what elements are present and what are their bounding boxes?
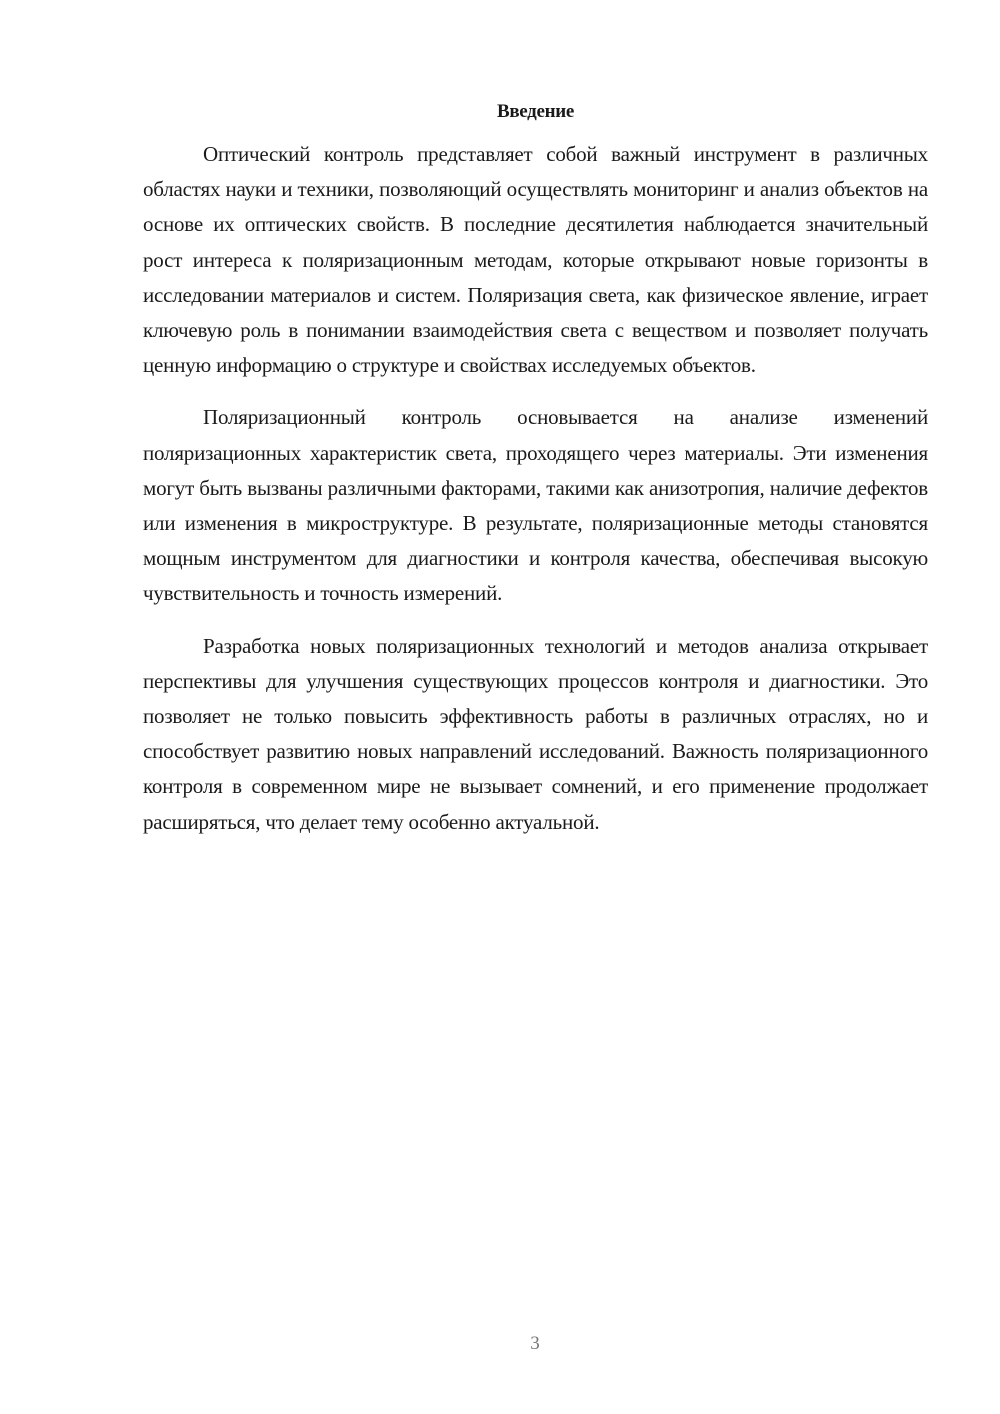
page-number: 3 xyxy=(530,1333,540,1354)
paragraph-3: Разработка новых поляризационных технологий и методов анализа открывает перспективы для улучшения существующих процессов контроля и диагностики. Это позволяет не только повысить эффективность работы в различных отраслях, но и способствует развитию новых направлений исследований. Важность поляризационного контроля в современном мире не вызывает сомнений, и его применение продолжает расширяться, что делает тему особенно актуальной. xyxy=(143,633,928,834)
section-title: Введение xyxy=(496,101,575,122)
paragraph-2: Поляризационный контроль основывается на анализе изменений поляризационных характеристик света, проходящего через материалы. Эти изменения могут быть вызваны различными факторами, такими как анизотропия, наличие дефектов или изменения в микроструктуре. В результате, поляризационные методы становятся мощным инструментом для диагностики и контроля качества, обеспечивая высокую чувствительность и точность измерений. xyxy=(143,405,928,606)
document-page xyxy=(143,95,928,840)
paragraph-1: Оптический контроль представляет собой важный инструмент в различных областях науки и техники, позволяющий осуществлять мониторинг и анализ объектов на основе их оптических свойств. В последние десятилетия наблюдается значительный рост интереса к поляризационным методам, которые открывают новые горизонты в исследовании материалов и систем. Поляризация света, как физическое явление, играет ключевую роль в понимании взаимодействия света с веществом и позволяет получать ценную информацию о структуре и свойствах исследуемых объектов. xyxy=(143,142,928,378)
